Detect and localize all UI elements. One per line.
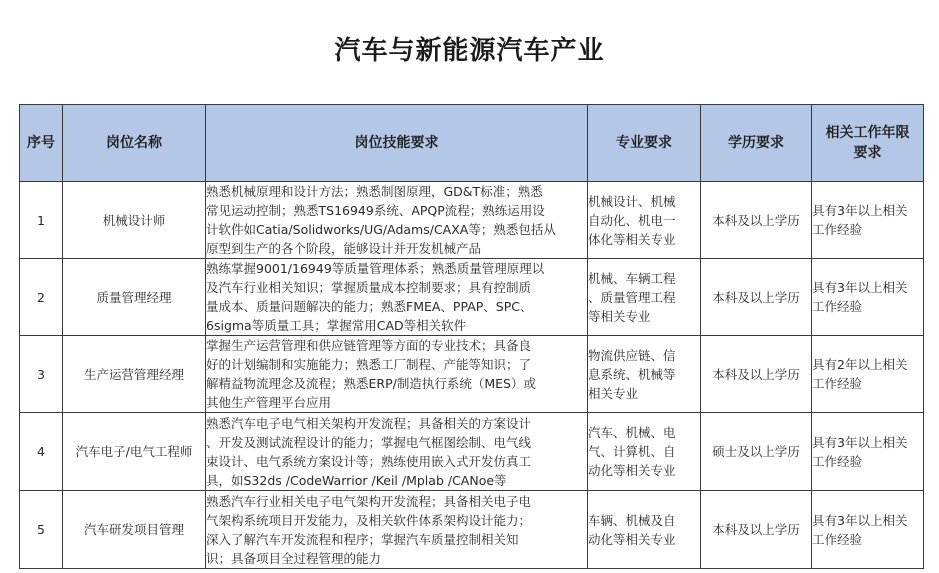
cell-education: 本科及以上学历 — [701, 182, 812, 259]
years-line: 具有2年以上相关 — [812, 357, 908, 372]
header-years-line: 相关工作年限 — [825, 125, 910, 141]
skill-line: 好的计划编制和实施能力；熟悉工厂制程、产能等知识；了 — [206, 357, 532, 372]
major-line: 气、计算机、自 — [588, 444, 676, 459]
page-title: 汽车与新能源汽车产业 — [334, 36, 605, 66]
major-line: 动化等相关专业 — [588, 531, 676, 547]
cell-major — [588, 336, 701, 413]
cell-position-name: 汽车研发项目管理 — [63, 491, 206, 569]
cell-education: 本科及以上学历 — [701, 336, 812, 413]
major-line: 相关专业 — [588, 385, 639, 401]
cell-education: 硕士及以上学历 — [701, 413, 812, 491]
skill-line: 及汽车行业相关知识；掌握质量成本控制要求；具有控制质 — [206, 280, 532, 295]
years-line: 工作经验 — [812, 222, 863, 237]
skill-line: 计软件如Catia/Solidworks/UG/Adams/CAXA等；熟悉包括从 — [206, 222, 556, 237]
cell-major — [588, 182, 701, 259]
major-line: 汽车、机械、电 — [588, 425, 676, 440]
skill-line: 6sigma等质量工具；掌握常用CAD等相关软件 — [206, 318, 467, 333]
header-position-name: 岗位名称 — [63, 105, 206, 182]
skill-line: 深入了解汽车开发流程和程序；掌握汽车质量控制相关知 — [206, 531, 519, 547]
skill-line: 、开发及测试流程设计的能力；掌握电气框图绘制、电气线 — [206, 434, 532, 450]
cell-major — [588, 259, 701, 336]
major-line: 体化等相关专业 — [588, 231, 676, 247]
years-line: 具有3年以上相关 — [812, 434, 908, 450]
skill-line: 量成本、质量问题解决的能力；熟悉FMEA、PPAP、SPC、 — [206, 299, 533, 314]
header-major-requirements: 专业要求 — [588, 105, 701, 182]
cell-years — [812, 336, 924, 413]
major-line: 物流供应链、信 — [588, 347, 676, 363]
cell-education: 本科及以上学历 — [701, 259, 812, 336]
years-line: 工作经验 — [812, 531, 863, 547]
skill-line: 熟悉汽车行业相关电子电气架构开发流程；具备相关电子电 — [206, 493, 532, 509]
skill-line: 气架构系统项目开发能力，及相关软件体系架构设计能力； — [206, 512, 532, 528]
header-years-line: 要求 — [853, 145, 882, 161]
cell-position-name: 生产运营管理经理 — [63, 336, 206, 413]
years-line: 工作经验 — [812, 453, 863, 469]
skill-line: 原型到生产的各个阶段，能够设计并开发机械产品 — [206, 241, 482, 256]
cell-number: 2 — [20, 259, 63, 336]
major-line: 动化等相关专业 — [588, 463, 676, 478]
cell-skills — [206, 413, 588, 491]
header-skill-requirements: 岗位技能要求 — [206, 105, 588, 182]
cell-major — [588, 413, 701, 491]
years-line: 具有3年以上相关 — [812, 203, 908, 218]
header-number: 序号 — [20, 105, 63, 182]
major-line: 自动化、机电一 — [588, 212, 676, 228]
cell-number: 4 — [20, 413, 63, 491]
skill-line: 常见运动控制；熟悉TS16949系统、APQP流程；熟练运用设 — [206, 203, 545, 218]
major-line: 等相关专业 — [588, 308, 651, 324]
major-line: 车辆、机械及自 — [588, 512, 676, 528]
cell-position-name: 质量管理经理 — [63, 259, 206, 336]
skill-line: 熟悉汽车电子电气相关架构开发流程；具备相关的方案设计 — [206, 415, 532, 431]
years-line: 工作经验 — [812, 299, 863, 314]
cell-skills — [206, 336, 588, 413]
major-line: 、质量管理工程 — [588, 289, 676, 305]
cell-years — [812, 182, 924, 259]
table-row — [20, 336, 924, 413]
skill-line: 识；具备项目全过程管理的能力 — [206, 550, 382, 566]
cell-number: 1 — [20, 182, 63, 259]
major-line: 机械、车辆工程 — [588, 270, 676, 286]
skill-line: 掌握生产运营管理和供应链管理等方面的专业技术；具备良 — [206, 338, 532, 353]
job-requirements-table — [19, 104, 924, 569]
cell-position-name: 机械设计师 — [63, 182, 206, 259]
table-row — [20, 182, 924, 259]
header-education-requirements: 学历要求 — [701, 105, 812, 182]
cell-number: 5 — [20, 491, 63, 569]
skill-line: 其他生产管理平台应用 — [206, 395, 332, 410]
cell-major — [588, 491, 701, 569]
table-row — [20, 413, 924, 491]
cell-position-name: 汽车电子/电气工程师 — [63, 413, 206, 491]
skill-line: 熟练掌握9001/16949等质量管理体系；熟悉质量管理原理以 — [206, 261, 545, 276]
skill-line: 熟悉机械原理和设计方法；熟悉制图原理，GD&T标准；熟悉 — [206, 184, 543, 199]
cell-skills — [206, 182, 588, 259]
cell-skills — [206, 491, 588, 569]
years-line: 工作经验 — [812, 376, 863, 391]
cell-years — [812, 413, 924, 491]
cell-number: 3 — [20, 336, 63, 413]
table-header-row — [20, 105, 924, 182]
major-line: 息系统、机械等 — [588, 366, 676, 382]
years-line: 具有3年以上相关 — [812, 512, 908, 528]
header-years-requirements — [812, 105, 924, 182]
cell-skills — [206, 259, 588, 336]
skill-line: 具，如S32ds /CodeWarrior /Keil /Mplab /CANoe等 — [206, 472, 507, 488]
years-line: 具有3年以上相关 — [812, 280, 908, 295]
major-line: 机械设计、机械 — [588, 193, 676, 209]
skill-line: 束设计、电气系统方案设计等；熟练使用嵌入式开发仿真工 — [206, 453, 532, 469]
table-row — [20, 259, 924, 336]
skill-line: 解精益物流理念及流程；熟悉ERP/制造执行系统（MES）或 — [206, 376, 536, 391]
cell-education: 本科及以上学历 — [701, 491, 812, 569]
cell-years — [812, 259, 924, 336]
cell-years — [812, 491, 924, 569]
table-row — [20, 491, 924, 569]
